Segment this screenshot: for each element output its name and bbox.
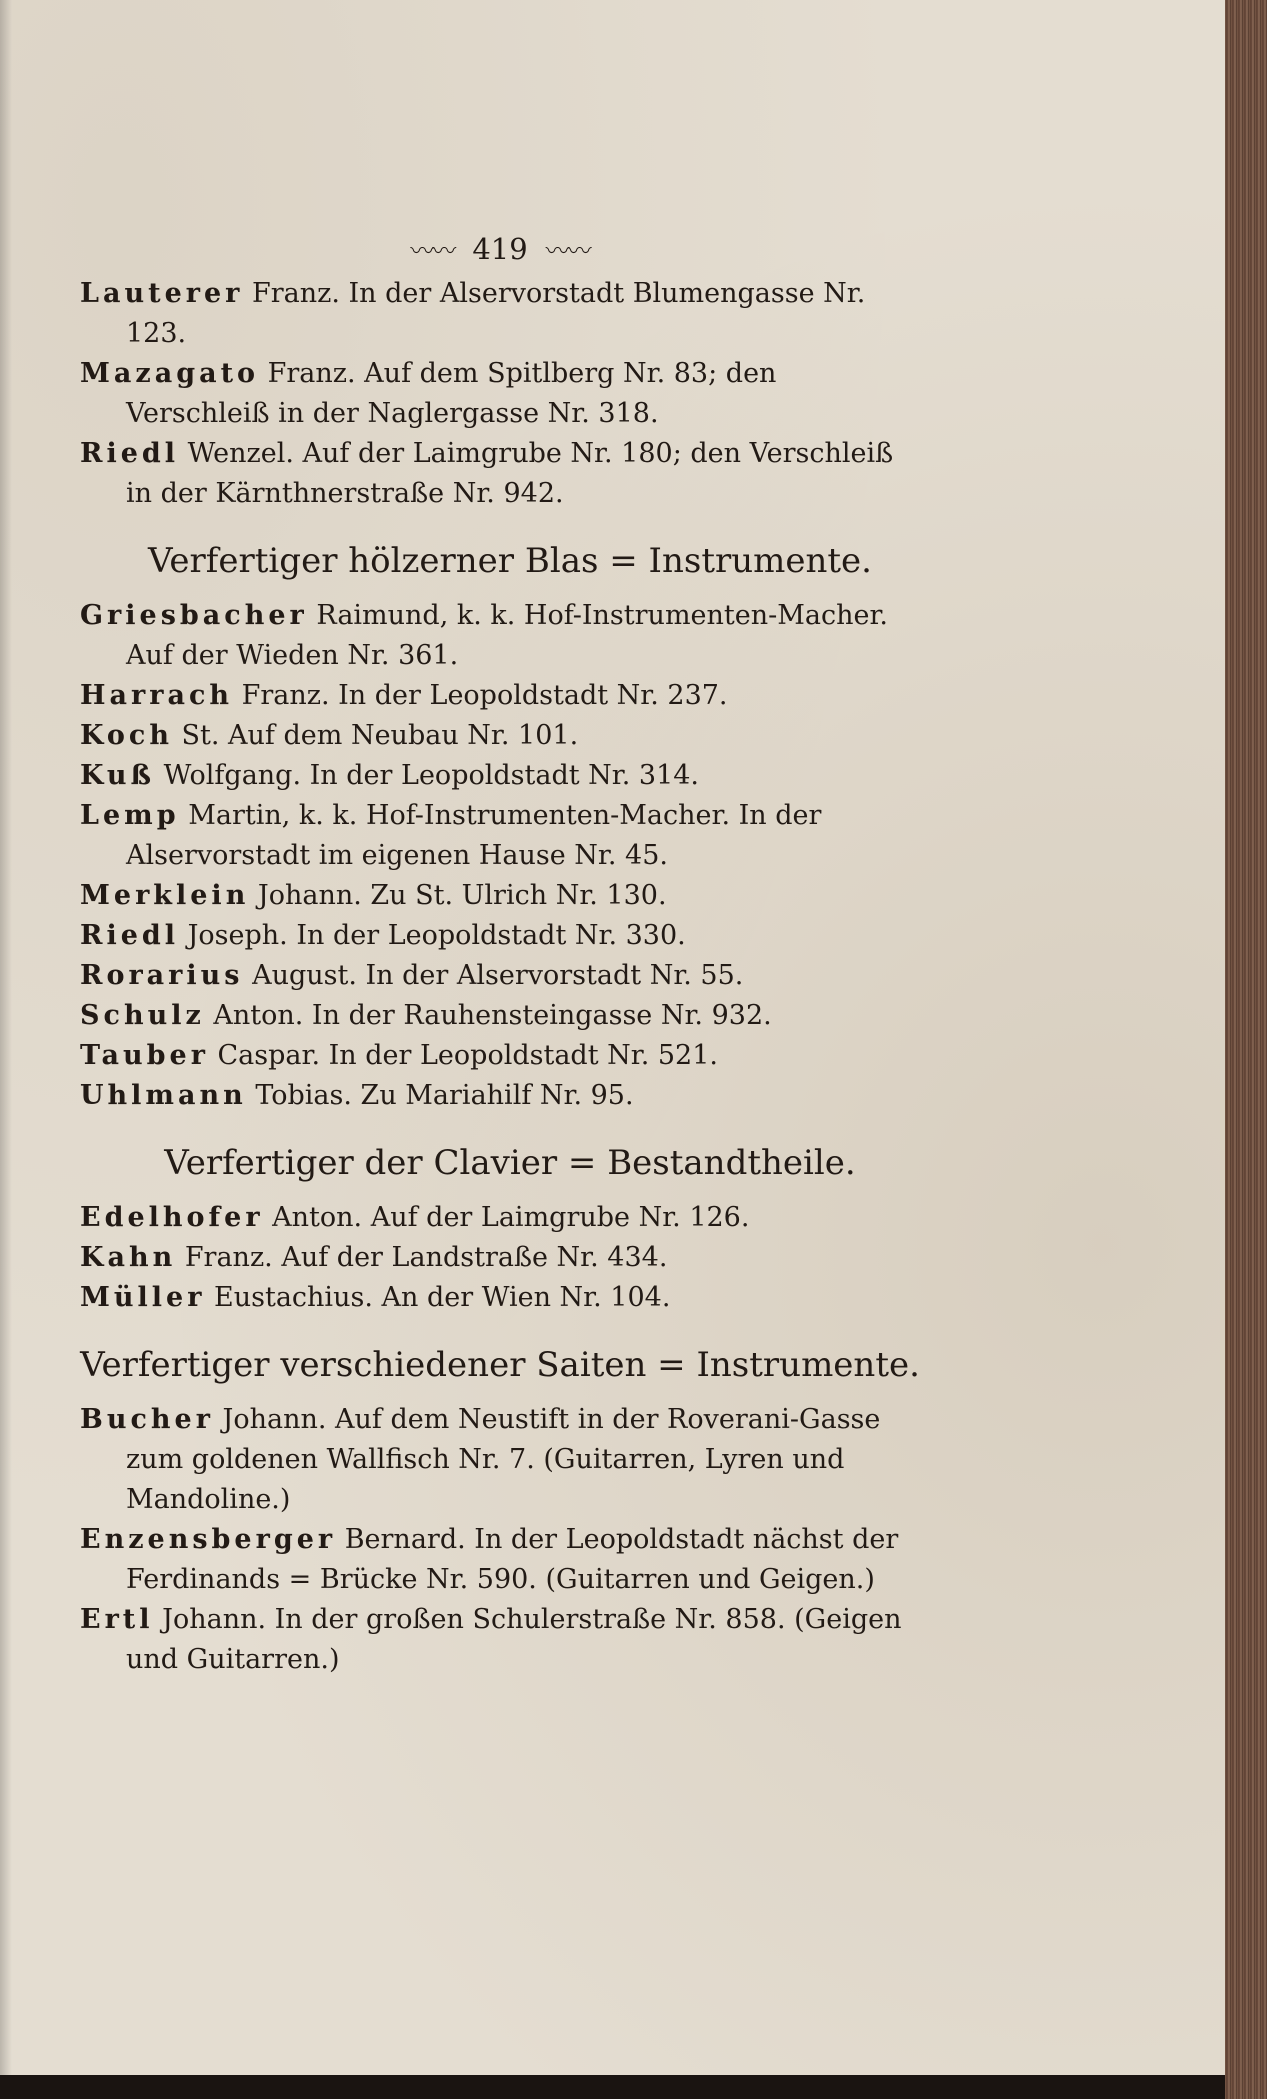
list-item (80, 1036, 920, 1076)
entry-text: Johann. Auf dem Neustift in der Roverani-Gasse zum goldenen Wallfisch Nr. 7. (Guitarren, Lyren und Mandoline.) (126, 1404, 881, 1515)
page-edge (1225, 0, 1267, 2099)
entry-text: Anton. In der Rauhensteingasse Nr. 932. (204, 1000, 772, 1031)
entry-name: Koch (80, 720, 173, 751)
list-item (80, 756, 920, 796)
list-item (80, 716, 920, 756)
entry-name: Müller (80, 1282, 206, 1313)
entry-text: Johann. In der großen Schulerstraße Nr. 858. (Geigen und Guitarren.) (126, 1604, 902, 1675)
list-item (80, 996, 920, 1036)
entry-name: Bucher (80, 1404, 214, 1435)
list-item (80, 1238, 920, 1278)
list-item (80, 876, 920, 916)
entry-text: Johann. Zu St. Ulrich Nr. 130. (249, 880, 667, 911)
list-item (80, 274, 920, 354)
entry-text: Wolfgang. In der Leopoldstadt Nr. 314. (155, 760, 700, 791)
page-text (80, 228, 920, 1680)
ornament-left: 〰〰 (410, 237, 455, 265)
entry-name: Harrach (80, 680, 234, 711)
entry-text: Franz. Auf der Landstraße Nr. 434. (176, 1242, 668, 1273)
section-heading: Verfertiger verschiedener Saiten = Instrumente. (80, 1345, 920, 1385)
entry-text: Anton. Auf der Laimgrube Nr. 126. (263, 1202, 750, 1233)
entry-text: Caspar. In der Leopoldstadt Nr. 521. (208, 1040, 718, 1071)
entry-name: Kahn (80, 1242, 177, 1273)
list-item (80, 354, 920, 434)
list-item (80, 434, 920, 514)
entry-name: Tauber (80, 1040, 209, 1071)
scan-border (0, 2075, 1225, 2099)
entry-text: Bernard. In der Leopoldstadt nächst der Ferdinands = Brücke Nr. 590. (Guitarren und Geigen.) (126, 1524, 899, 1595)
section-heading: Verfertiger hölzerner Blas = Instrumente. (148, 541, 872, 581)
entry-name: Uhlmann (80, 1080, 247, 1111)
list-item (80, 796, 920, 876)
list-item (80, 1400, 920, 1520)
entry-text: Franz. In der Leopoldstadt Nr. 237. (233, 680, 728, 711)
entry-text: Franz. In der Alservorstadt Blumengasse Nr. 123. (126, 278, 866, 349)
list-item (80, 1076, 920, 1116)
entry-text: St. Auf dem Neubau Nr. 101. (172, 720, 579, 751)
entry-name: Schulz (80, 1000, 205, 1031)
entry-name: Lauterer (80, 278, 244, 309)
entry-name: Edelhofer (80, 1202, 264, 1233)
entry-name: Merklein (80, 880, 250, 911)
entry-text: Wenzel. Auf der Laimgrube Nr. 180; den Verschleiß in der Kärnthnerstraße Nr. 942. (126, 438, 894, 509)
entry-text: Eustachius. An der Wien Nr. 104. (205, 1282, 671, 1313)
entry-text: Franz. Auf dem Spitlberg Nr. 83; den Verschleiß in der Naglergasse Nr. 318. (126, 358, 777, 429)
entry-name: Lemp (80, 800, 180, 831)
list-item (80, 1520, 920, 1600)
list-item (80, 1198, 920, 1238)
entry-name: Griesbacher (80, 600, 308, 631)
entry-name: Ertl (80, 1604, 154, 1635)
entry-name: Mazagato (80, 358, 260, 389)
entry-name: Riedl (80, 920, 180, 951)
section-heading: Verfertiger der Clavier = Bestandtheile. (164, 1143, 856, 1183)
entry-text: Raimund, k. k. Hof-Instrumenten-Macher. Auf der Wieden Nr. 361. (126, 600, 889, 671)
entry-text: Joseph. In der Leopoldstadt Nr. 330. (179, 920, 686, 951)
list-item (80, 956, 920, 996)
page-header (80, 228, 920, 270)
list-item (80, 1600, 920, 1680)
list-item (80, 596, 920, 676)
entry-text: Tobias. Zu Mariahilf Nr. 95. (246, 1080, 634, 1111)
entry-name: Enzensberger (80, 1524, 337, 1555)
entry-name: Rorarius (80, 960, 244, 991)
page-number: 419 (472, 232, 528, 266)
entry-name: Riedl (80, 438, 180, 469)
entry-name: Kuß (80, 760, 156, 791)
list-item (80, 916, 920, 956)
list-item (80, 1278, 920, 1318)
list-item (80, 676, 920, 716)
ornament-right: 〰〰 (545, 237, 590, 265)
entry-text: Martin, k. k. Hof-Instrumenten-Macher. In der Alservorstadt im eigenen Hause Nr. 45. (126, 800, 822, 871)
entry-text: August. In der Alservorstadt Nr. 55. (243, 960, 744, 991)
